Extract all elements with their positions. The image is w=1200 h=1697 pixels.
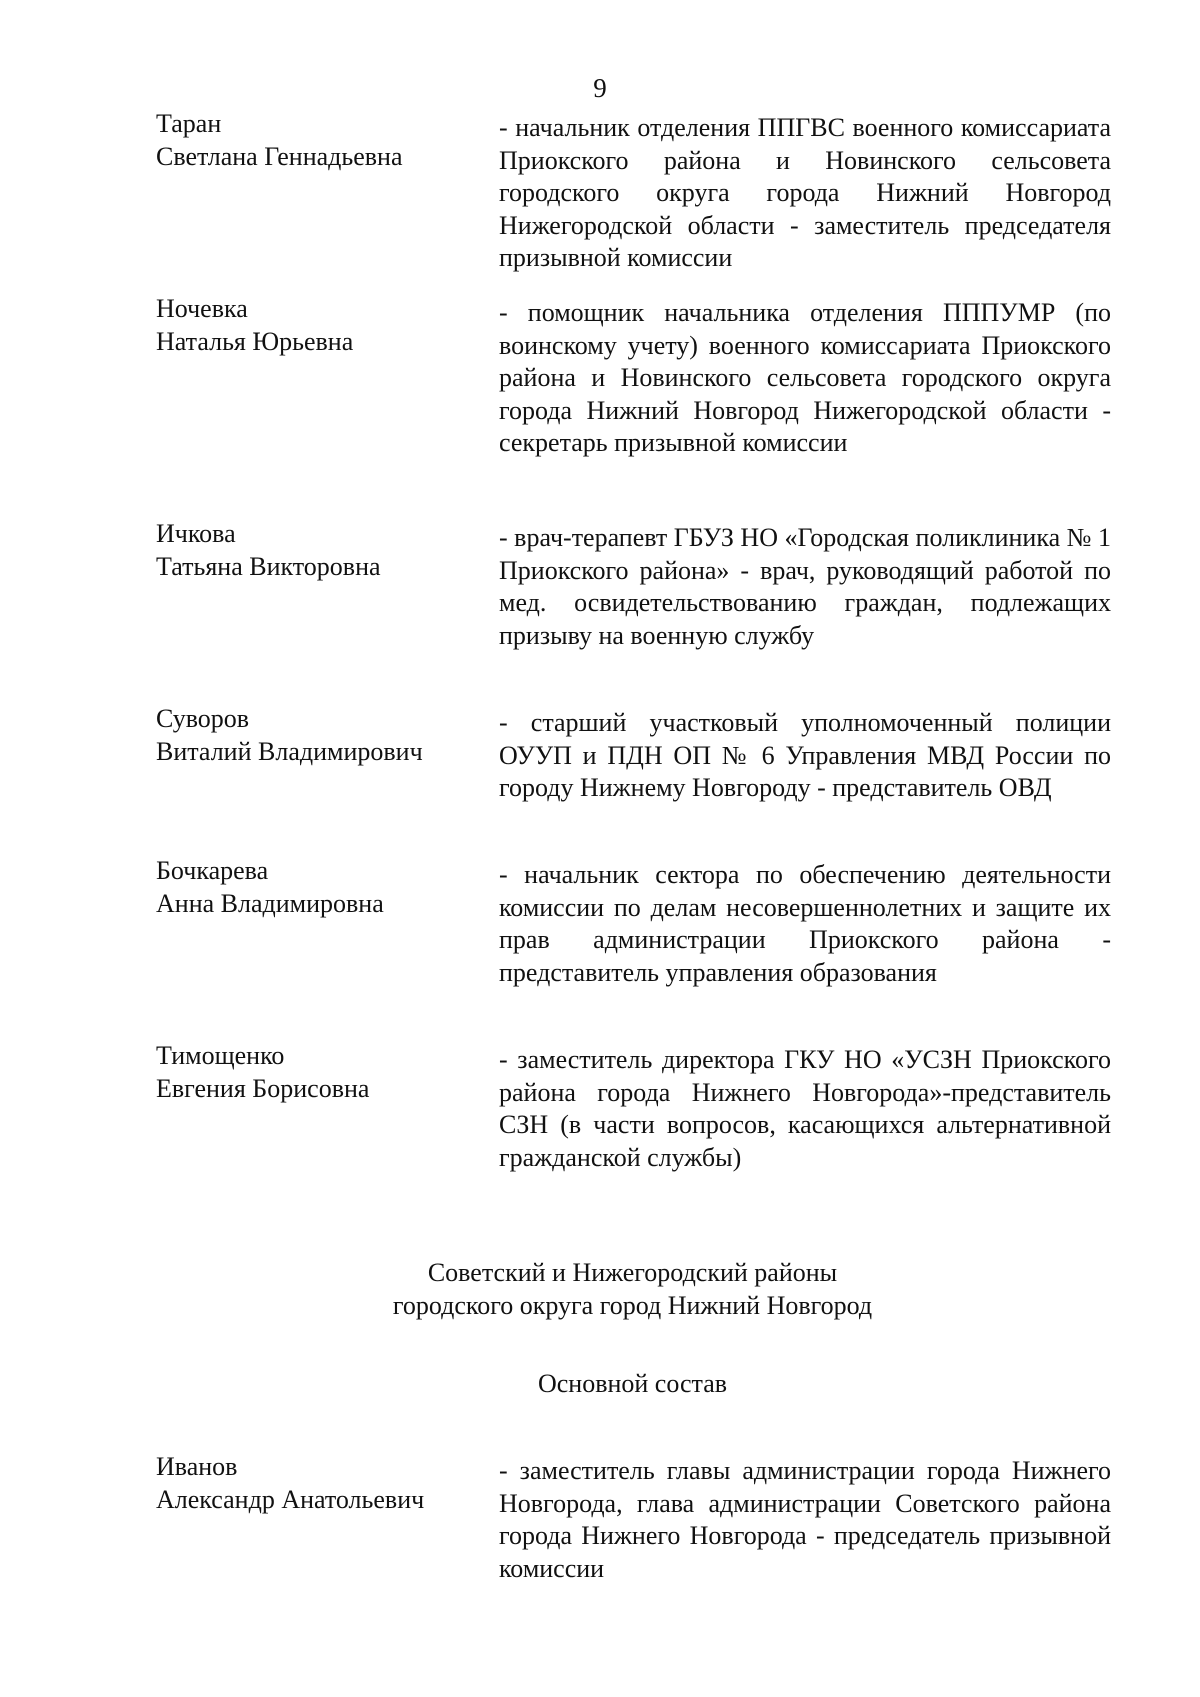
member-role: - врач-терапевт ГБУЗ НО «Городская поликлиника № 1 Приокского района» - врач, руководящий работой по мед. освидетельствованию граждан, подлежащих призыву на военную службу: [499, 523, 1111, 650]
member-name: [156, 855, 486, 920]
member-surname: Бочкарева: [156, 856, 269, 885]
member-role: - начальник отделения ППГВС военного комиссариата Приокского района и Новинского сельсовета городского округа города Нижний Новгород Нижегородской области - заместитель председателя призывной комиссии: [499, 113, 1111, 272]
section-heading-line: городского округа город Нижний Новгород: [392, 1291, 873, 1320]
member-name: [156, 293, 486, 358]
member-surname: Таран: [156, 109, 222, 138]
member-given-names: Анна Владимировна: [156, 888, 384, 918]
member-role: - заместитель главы администрации города Нижнего Новгорода, глава администрации Советского района города Нижнего Новгорода - председатель призывной комиссии: [499, 1456, 1111, 1583]
section-heading-line: Советский и Нижегородский районы: [427, 1258, 838, 1287]
member-surname: Ичкова: [156, 519, 236, 548]
member-name: [156, 1040, 486, 1105]
member-role: - помощник начальника отделения ПППУМР (по воинскому учету) военного комиссариата Приокского района и Новинского сельсовета городского округа города Нижний Новгород Нижегородской области - секретарь призывной комиссии: [499, 298, 1111, 457]
member-name: [156, 518, 486, 583]
member-surname: Иванов: [156, 1452, 238, 1481]
page-number: 9: [593, 73, 607, 103]
member-role: - старший участковый уполномоченный полиции ОУУП и ПДН ОП № 6 Управления МВД России по городу Нижнему Новгороду - представитель ОВД: [499, 708, 1111, 802]
section-subheading: Основной состав: [537, 1369, 728, 1398]
member-given-names: Александр Анатольевич: [156, 1484, 425, 1514]
member-surname: Тимощенко: [156, 1041, 285, 1070]
member-given-names: Виталий Владимирович: [156, 736, 423, 766]
member-given-names: Татьяна Викторовна: [156, 551, 381, 581]
section-heading: [0, 1256, 1200, 1322]
member-given-names: Наталья Юрьевна: [156, 326, 354, 356]
member-given-names: Евгения Борисовна: [156, 1073, 370, 1103]
member-surname: Суворов: [156, 704, 250, 733]
member-role: - заместитель директора ГКУ НО «УСЗН Приокского района города Нижнего Новгорода»-представитель СЗН (в части вопросов, касающихся альтернативной гражданской службы): [499, 1045, 1111, 1172]
member-role: - начальник сектора по обеспечению деятельности комиссии по делам несовершеннолетних и защите их прав администрации Приокского района - представитель управления образования: [499, 860, 1111, 987]
member-name: [156, 1451, 486, 1516]
member-given-names: Светлана Геннадьевна: [156, 141, 403, 171]
member-surname: Ночевка: [156, 294, 248, 323]
member-name: [156, 108, 486, 173]
member-name: [156, 703, 486, 768]
